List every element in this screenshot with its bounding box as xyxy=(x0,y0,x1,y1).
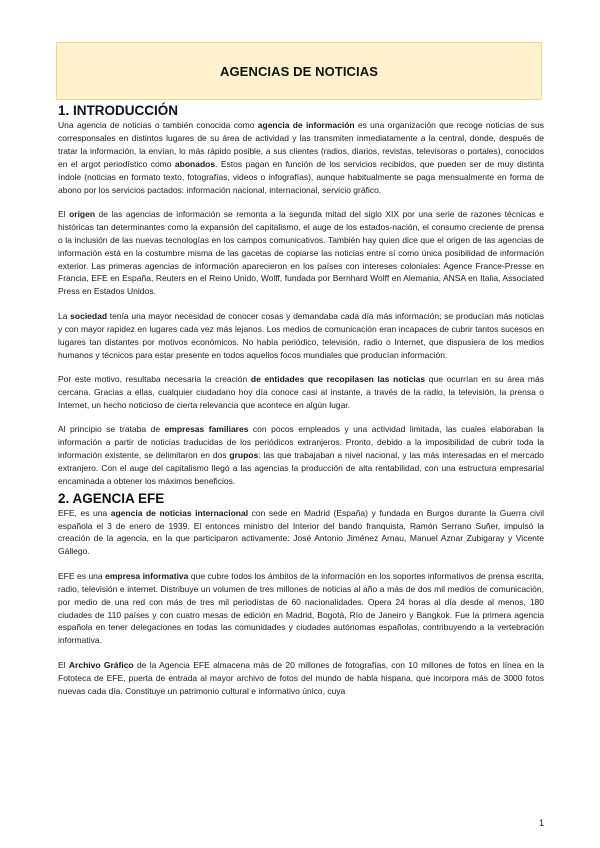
document-body xyxy=(58,100,544,709)
bold-term: abonados xyxy=(174,158,216,169)
paragraph: El Archivo Gráfico de la Agencia EFE almacena más de 20 millones de fotografías, con 10 millones de fotos en línea en la Fototeca de EFE, puerta de entrada al mayor archivo de fotos del mundo de habla hispana, que incorpora más de 3000 fotos nuevas cada día. Constituye un patrimonio cultural e informativo único, cuya xyxy=(58,659,544,696)
bold-term: de entidades que recopilasen las noticias xyxy=(250,373,426,384)
bold-term: sociedad xyxy=(70,310,108,321)
document-title: AGENCIAS DE NOTICIAS xyxy=(219,63,378,79)
page-number: 1 xyxy=(538,818,544,828)
bold-term: origen xyxy=(69,208,96,219)
bold-term: agencia de información xyxy=(257,120,355,130)
bold-term: Archivo Gráfico xyxy=(68,659,134,670)
paragraph: El origen de las agencias de información se remonta a la segunda mitad del siglo XIX por una serie de razones técnicas e históricas tan determinantes como la expansión del capitalismo, el auge de los estados-nación, el consumo creciente de prensa o la inclusión de las nuevas tecnologías en los campos comunicativos. También hay quien dice que el origen de las agencias de información está en la costumbre misma de las gacetas de copiarse las noticias entre sí como única posibilidad de información exterior. Las primeras agencias de información aparecieron en los países con intereses coloniales: Agence France-Presse en Francia, EFE en España, Reuters en el Reino Unido, Wolff, fundada por Bernhard Wolff en Alemania, ANSA en Italia, Associated Press en Estados Unidos. xyxy=(58,208,545,297)
bold-term: grupos xyxy=(229,449,259,460)
title-box xyxy=(56,42,542,100)
section-heading: 1. INTRODUCCIÓN xyxy=(58,103,179,118)
paragraph: La sociedad tenía una mayor necesidad de conocer cosas y demandaba cada día más información; se producían más noticias y con mayor rapidez en lugares cada vez más lejanos. Los medios de comunicación eran incapaces de cubrir tantos sucesos en lugares tan distantes por motivos económicos. No había periódico, televisión, radio o Internet, que dispusiera de los medios humanos y técnicos para estar presente en todos aquellos focos mundiales que producían información. xyxy=(58,310,544,360)
bold-term: empresa informativa xyxy=(105,570,189,581)
paragraph: EFE es una empresa informativa que cubre todos los ámbitos de la información en los soportes informativos de prensa escrita, radio, televisión e internet. Distribuye un volumen de tres millones de noticias al año a más de dos mil medios de comunicación, por medio de una red con más de tres mil periodistas de 60 nacionalidades. Opera 24 horas al día desde al menos, 180 ciudades de 110 países y con cuatro mesas de edición en Madrid, Bogotá, Río de Janeiro y Bangkok. Fue la primera agencia española en tener delegaciones en todas las comunidades y ciudades autónomas españolas, contribuyendo a la vertebración informativa. xyxy=(58,570,544,646)
bold-term: agencia de noticias internacional xyxy=(110,507,249,518)
paragraph: Al principio se trataba de empresas familiares con pocos empleados y una actividad limitada, las cuales elaboraban la información a partir de noticias traducidas de los periódicos extranjeros. Pronto, debido a la imposibilidad de cubrir toda la información existente, se delimitaron en dos grupos: las que trabajaban a nivel nacional, y las más interesadas en el mercado extranjero. Con el auge del capitalismo llegó a las agencias la producción de alta rentabilidad, con una estructura empresarial encaminada a obtener los máximos beneficios. xyxy=(58,424,544,486)
paragraph: Una agencia de noticias o también conocida como agencia de información es una organización que recoge noticias de sus corresponsales en distintos lugares de su área de actividad y las transmiten inmediatamente a la central, donde, después de tratar la información, la envían, lo más rápido posible, a sus clientes (radios, diarios, revistas, televisoras o portales), conocidos en el argot periodístico como abonados. Estos pagan en función de los servicios recibidos, que pueden ser de muy distinta índole (noticias en formato texto, fotografías, videos o infografías), aunque habitualmente se paga mensualmente en forma de abono por los servicios pactados: información nacional, internacional, servicio gráfico. xyxy=(58,120,544,195)
paragraph: EFE, es una agencia de noticias internacional con sede en Madrid (España) y fundada en Burgos durante la Guerra civil española el 3 de enero de 1939. El entonces ministro del Interior del bando franquista, Ramón Serrano Suñer, impulsó la creación de la agencia, en la que participaron activamente: José Antonio Jiménez Arnau, Manuel Aznar Zubigaray y Vicente Gállego. xyxy=(58,507,544,557)
paragraph: Por este motivo, resultaba necesaria la creación de entidades que recopilasen las noticias que ocurrían en su área más cercana. Gracias a ellas, cualquier ciudadano hoy día conoce casi al instante, a través de la radio, la televisión, la prensa o Internet, un hecho noticioso de cierta relevancia que acontece en algún lugar. xyxy=(58,373,544,410)
section-heading: 2. AGENCIA EFE xyxy=(58,490,165,506)
bold-term: empresas familiares xyxy=(164,424,249,435)
